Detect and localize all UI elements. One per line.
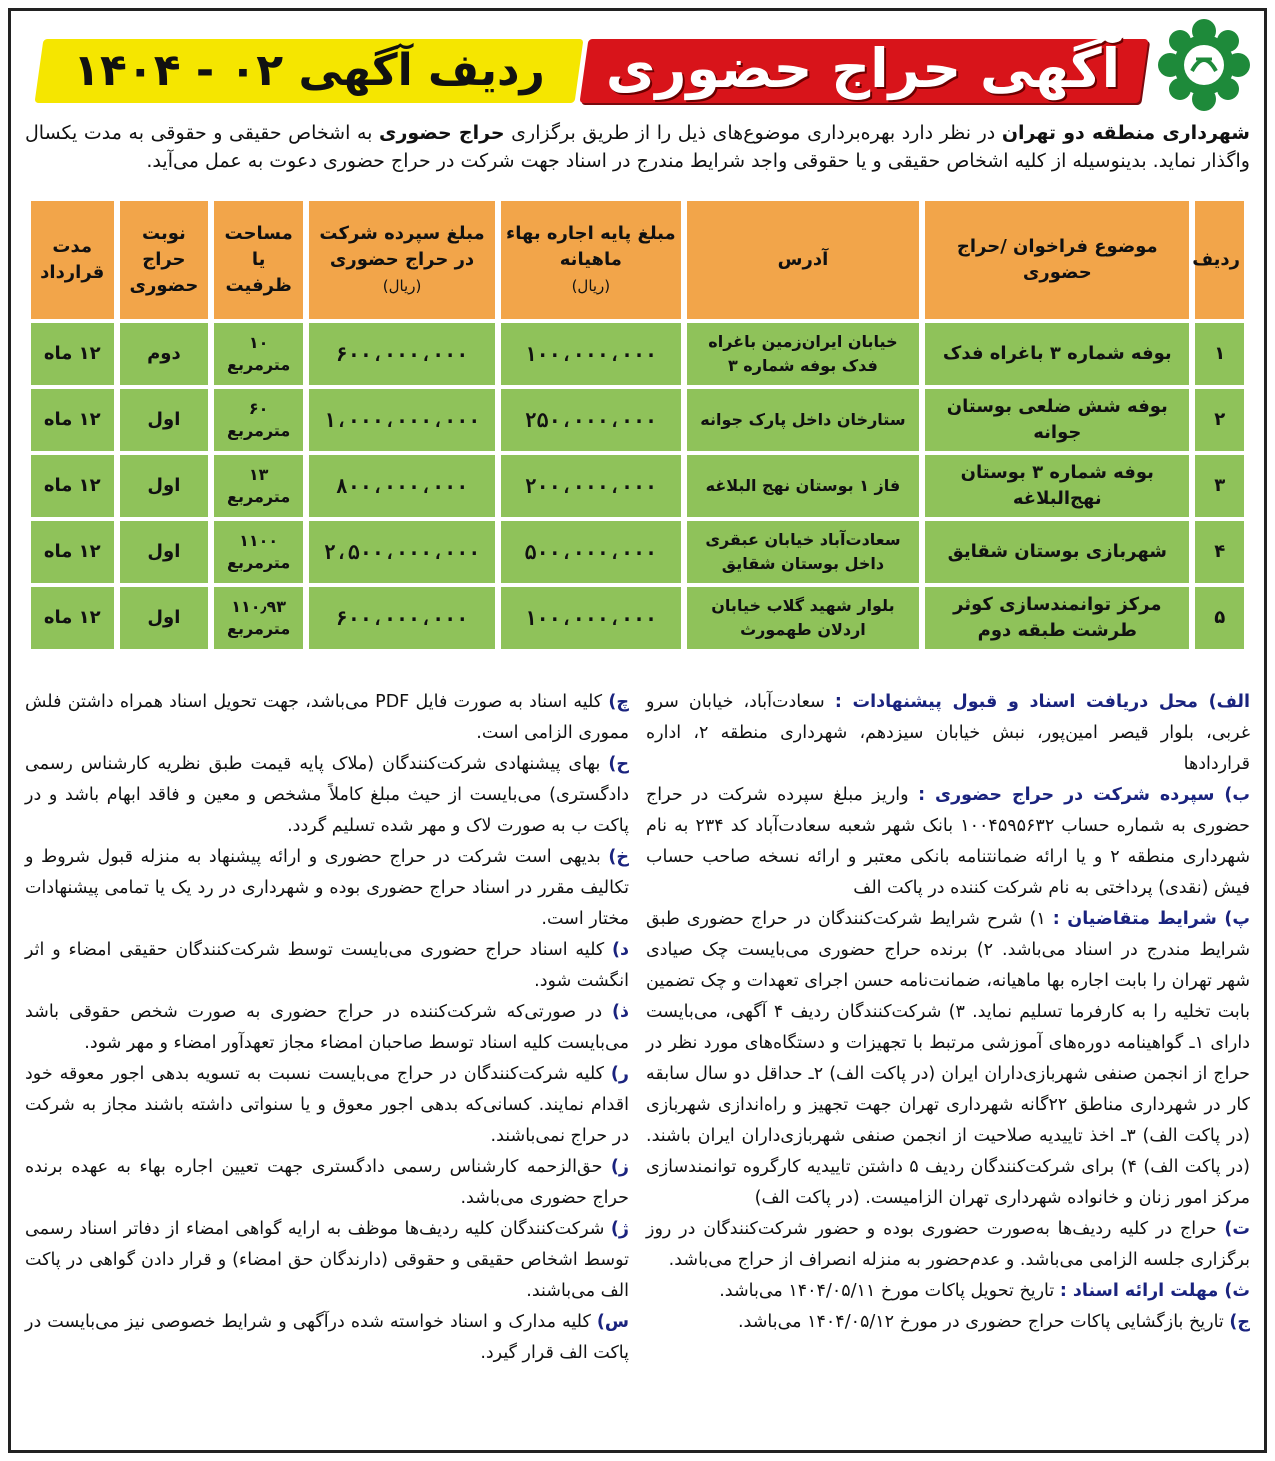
condition-label: ز) [610, 1157, 629, 1177]
condition-label: ث) مهلت ارائه اسناد : [1059, 1281, 1250, 1301]
condition-item [646, 780, 1250, 904]
condition-text: تاریخ تحویل پاکات مورخ ۱۴۰۴/۰۵/۱۱ می‌باشد. [719, 1281, 1060, 1301]
cell-area [214, 455, 303, 517]
cell-row-number: ۵ [1195, 587, 1244, 649]
cell-duration: ۱۲ ماه [31, 587, 114, 649]
col-header-subject: موضوع فراخوان /حراج حضوری [925, 201, 1189, 319]
cell-turn: اول [120, 389, 209, 451]
cell-subject: بوفه شماره ۳ بوستان نهج‌البلاغه [925, 455, 1189, 517]
table-row [31, 587, 1244, 649]
cell-area-value: ۱۱۰٫۹۳ [231, 597, 287, 616]
col-header-base-price [501, 201, 681, 319]
condition-item [646, 904, 1250, 1214]
col-header-base-price-unit: (ریال) [571, 277, 611, 295]
auction-table-wrap [25, 197, 1250, 653]
col-header-deposit [309, 201, 495, 319]
cell-turn: اول [120, 587, 209, 649]
condition-item [25, 687, 629, 749]
conditions-right-column [646, 687, 1250, 1338]
cell-address: ستارخان داخل پارک جوانه [687, 389, 920, 451]
cell-deposit: ۶۰۰،۰۰۰،۰۰۰ [309, 323, 495, 385]
col-header-duration: مدت قرارداد [31, 201, 114, 319]
col-header-area: مساحت یا ظرفیت [214, 201, 303, 319]
condition-item [25, 997, 629, 1059]
condition-item [25, 1059, 629, 1152]
cell-base-price: ۲۰۰،۰۰۰،۰۰۰ [501, 455, 681, 517]
condition-label: ژ) [610, 1219, 629, 1239]
cell-duration: ۱۲ ماه [31, 389, 114, 451]
condition-text: کلیه مدارک و اسناد خواسته شده درآگهی و شرایط خصوصی نیز می‌بایست در پاکت الف قرار گیرد. [25, 1312, 629, 1363]
cell-area-unit: مترمربع [227, 421, 291, 440]
intro-text-1: در نظر دارد بهره‌برداری موضوع‌های ذیل را از طریق برگزاری [504, 122, 1002, 144]
cell-area-unit: مترمربع [227, 553, 291, 572]
condition-label: ذ) [612, 1002, 629, 1022]
cell-turn: اول [120, 455, 209, 517]
cell-row-number: ۴ [1195, 521, 1244, 583]
cell-area [214, 389, 303, 451]
condition-text: کلیه شرکت‌کنندگان در حراج می‌بایست نسبت به تسویه بدهی اجور معوقه خود اقدام نمایند. کسانی‌که بدهی اجور معوق و یا سنواتی داشته باشند مجاز به شرکت در حراج نمی‌باشند. [25, 1064, 629, 1146]
conditions-left-column [25, 687, 629, 1369]
cell-subject: بوفه شماره ۳ باغراه فدک [925, 323, 1189, 385]
cell-base-price: ۲۵۰،۰۰۰،۰۰۰ [501, 389, 681, 451]
condition-item [25, 1307, 629, 1369]
condition-item [646, 1276, 1250, 1307]
col-header-deposit-label: مبلغ سپرده شرکت در حراج حضوری [319, 223, 485, 270]
condition-item [25, 842, 629, 935]
condition-item [646, 687, 1250, 780]
auction-table [25, 197, 1250, 653]
cell-address: فاز ۱ بوستان نهج البلاغه [687, 455, 920, 517]
condition-label: ر) [610, 1064, 629, 1084]
intro-method: حراج حضوری [379, 122, 505, 144]
ad-number: ردیف آگهی ۰۲ - ۱۴۰۴ [73, 45, 545, 96]
condition-item [25, 935, 629, 997]
condition-label: ج) [1229, 1312, 1250, 1332]
intro-org: شهرداری منطقه دو تهران [1001, 122, 1250, 144]
cell-area-unit: مترمربع [227, 619, 291, 638]
table-row [31, 389, 1244, 451]
cell-duration: ۱۲ ماه [31, 323, 114, 385]
cell-area-value: ۱۳ [248, 465, 269, 484]
condition-text: حراج در کلیه ردیف‌ها به‌صورت حضوری بوده و حضور شرکت‌کنندگان در روز برگزاری جلسه الزامی می‌باشد. و عدم‌حضور به منزله انصراف از حراج می‌باشد. [646, 1219, 1250, 1270]
condition-label: چ) [608, 692, 629, 712]
condition-label: خ) [608, 847, 629, 867]
condition-item [25, 749, 629, 842]
col-header-turn: نوبت حراج حضوری [120, 201, 209, 319]
cell-address: خیابان ایران‌زمین باغراه فدک بوفه شماره ۳ [687, 323, 920, 385]
table-header-row [31, 201, 1244, 319]
conditions-section [25, 687, 1250, 1447]
condition-label: الف) محل دریافت اسناد و قبول پیشنهادات : [834, 692, 1251, 712]
condition-text: کلیه اسناد به صورت فایل PDF می‌باشد، جهت تحویل اسناد همراه داشتن فلش مموری الزامی است. [25, 692, 629, 743]
condition-text: ۱) شرح شرایط شرکت‌کنندگان در حراج حضوری طبق شرایط مندرج در اسناد می‌باشد. ۲) برنده حراج حضوری می‌بایست چک صیادی شهر تهران را بابت اجاره بها ماهیانه، ضمانت‌نامه حسن اجرای تعهدات و چک تضمین بابت تخلیه را به کارفرما تسلیم نماید. ۳) شرکت‌کنندگان ردیف ۴ آگهی، می‌بایست دارای ۱ـ گواهینامه دوره‌های آموزشی مرتبط با تجهیزات و دستگاه‌های مورد نظر در حراج از انجمن صنفی شهربازی‌داران ایران (در پاکت الف) ۲ـ حداقل دو سال سابقه کار در شهرداری مناطق ۲۲گانه شهرداری تهران جهت تجهیز و راه‌اندازی شهربازی (در پاکت الف) ۳ـ اخذ تاییدیه صلاحیت از انجمن صنفی شهربازی‌داران ایران باشند. (در پاکت الف) ۴) برای شرکت‌کنندگان ردیف ۵ داشتن تاییدیه کارگروه توانمندسازی مرکز امور زنان و خانواده شهرداری تهران الزامیست. (در پاکت الف) [646, 909, 1251, 1208]
cell-base-price: ۱۰۰،۰۰۰،۰۰۰ [501, 323, 681, 385]
cell-duration: ۱۲ ماه [31, 455, 114, 517]
table-row [31, 323, 1244, 385]
condition-label: د) [612, 940, 629, 960]
cell-row-number: ۳ [1195, 455, 1244, 517]
condition-text: در صورتی‌که شرکت‌کننده در حراج حضوری به صورت شخص حقوقی باشد می‌بایست کلیه اسناد توسط صاحبان امضاء مجاز تعهدآور امضاء و مهر شود. [25, 1002, 629, 1053]
table-row [31, 455, 1244, 517]
condition-item [646, 1307, 1250, 1338]
condition-label: ح) [608, 754, 629, 774]
col-header-base-price-label: مبلغ پایه اجاره بهاء ماهیانه [506, 223, 676, 270]
cell-deposit: ۲،۵۰۰،۰۰۰،۰۰۰ [309, 521, 495, 583]
cell-duration: ۱۲ ماه [31, 521, 114, 583]
cell-row-number: ۱ [1195, 323, 1244, 385]
cell-area-unit: مترمربع [227, 487, 291, 506]
condition-text: شرکت‌کنندگان کلیه ردیف‌ها موظف به ارایه گواهی امضاء از دفاتر اسناد رسمی توسط اشخاص حقیقی و حقوقی (دارندگان حق امضاء) و قرار دادن گواهی در پاکت الف می‌باشند. [25, 1219, 629, 1301]
condition-item [25, 1152, 629, 1214]
cell-area-value: ۱۱۰۰ [239, 531, 279, 550]
condition-text: حق‌الزحمه کارشناس رسمی دادگستری جهت تعیین اجاره بهاء به عهده برنده حراج حضوری می‌باشد. [25, 1157, 629, 1208]
col-header-row: ردیف [1195, 201, 1244, 319]
notice-header [19, 17, 1256, 115]
intro-paragraph [25, 119, 1250, 175]
condition-item [25, 1214, 629, 1307]
cell-deposit: ۶۰۰،۰۰۰،۰۰۰ [309, 587, 495, 649]
cell-area-unit: مترمربع [227, 355, 291, 374]
table-row [31, 521, 1244, 583]
intro-text-2: به اشخاص حقیقی و حقوقی به مدت یکسال واگذار نماید. بدینوسیله از کلیه اشخاص حقیقی و یا حقوقی واجد شرایط مندرج در اسناد جهت شرکت در حراج حضوری دعوت به عمل می‌آید. [25, 122, 1250, 172]
cell-area [214, 323, 303, 385]
cell-address: بلوار شهید گلاب خیابان اردلان طهمورث [687, 587, 920, 649]
cell-row-number: ۲ [1195, 389, 1244, 451]
cell-subject: مرکز توانمندسازی کوثر طرشت طبقه دوم [925, 587, 1189, 649]
cell-subject: شهربازی بوستان شقایق [925, 521, 1189, 583]
auction-notice [8, 8, 1267, 1453]
cell-deposit: ۸۰۰،۰۰۰،۰۰۰ [309, 455, 495, 517]
condition-text: بهای پیشنهادی شرکت‌کنندگان (ملاک پایه قیمت طبق نظریه کارشناس رسمی دادگستری) می‌بایست از حیث مبلغ کاملاً مشخص و معین و فاقد ابهام باشد و در پاکت ب به صورت لاک و مهر شده تسلیم گردد. [25, 754, 629, 836]
condition-text: تاریخ بازگشایی پاکات حراج حضوری در مورخ ۱۴۰۴/۰۵/۱۲ می‌باشد. [737, 1312, 1230, 1332]
condition-text: واریز مبلغ سپرده شرکت در حراج حضوری به شماره حساب ۱۰۰۴۵۹۵۶۳۲ بانک شهر شعبه سعادت‌آباد کد ۲۳۴ به نام شهرداری منطقه ۲ و یا ارائه ضمانتنامه بانکی معتبر و ارائه نسخه صاحب حساب فیش (نقدی) پرداختی به نام شرکت کننده در پاکت الف [646, 785, 1250, 898]
cell-deposit: ۱،۰۰۰،۰۰۰،۰۰۰ [309, 389, 495, 451]
cell-address: سعادت‌آباد خیابان عبقری داخل بوستان شقایق [687, 521, 920, 583]
col-header-deposit-unit: (ریال) [382, 277, 422, 295]
condition-item [646, 1214, 1250, 1276]
cell-area [214, 521, 303, 583]
cell-turn: اول [120, 521, 209, 583]
page-title: آگهی حراج حضوری [605, 37, 1121, 100]
condition-label: ب) سپرده شرکت در حراج حضوری : [918, 785, 1251, 805]
cell-area-value: ۶۰ [248, 399, 269, 418]
condition-label: س) [596, 1312, 629, 1332]
cell-turn: دوم [120, 323, 209, 385]
condition-text: کلیه اسناد حراج حضوری می‌بایست توسط شرکت‌کنندگان حقیقی امضاء و اثر انگشت شود. [25, 940, 629, 991]
cell-area [214, 587, 303, 649]
condition-text: بدیهی است شرکت در حراج حضوری و ارائه پیشنهاد به منزله قبول شروط و تکالیف مقرر در اسناد حراج حضوری بوده و شهرداری در رد یک یا تمامی پیشنهادات مختار است. [25, 847, 629, 929]
cell-base-price: ۱۰۰،۰۰۰،۰۰۰ [501, 587, 681, 649]
tehran-municipality-logo-icon [1156, 19, 1252, 111]
cell-subject: بوفه شش ضلعی بوستان جوانه [925, 389, 1189, 451]
condition-label: ت) [1224, 1219, 1250, 1239]
col-header-address: آدرس [687, 201, 920, 319]
cell-base-price: ۵۰۰،۰۰۰،۰۰۰ [501, 521, 681, 583]
cell-area-value: ۱۰ [248, 333, 269, 352]
condition-text: سعادت‌آباد، خیابان سرو غربی، بلوار قیصر امین‌پور، نبش خیابان سیزدهم، شهرداری منطقه ۲، اداره قراردادها [646, 692, 1250, 774]
condition-label: پ) شرایط متقاضیان : [1052, 909, 1250, 929]
